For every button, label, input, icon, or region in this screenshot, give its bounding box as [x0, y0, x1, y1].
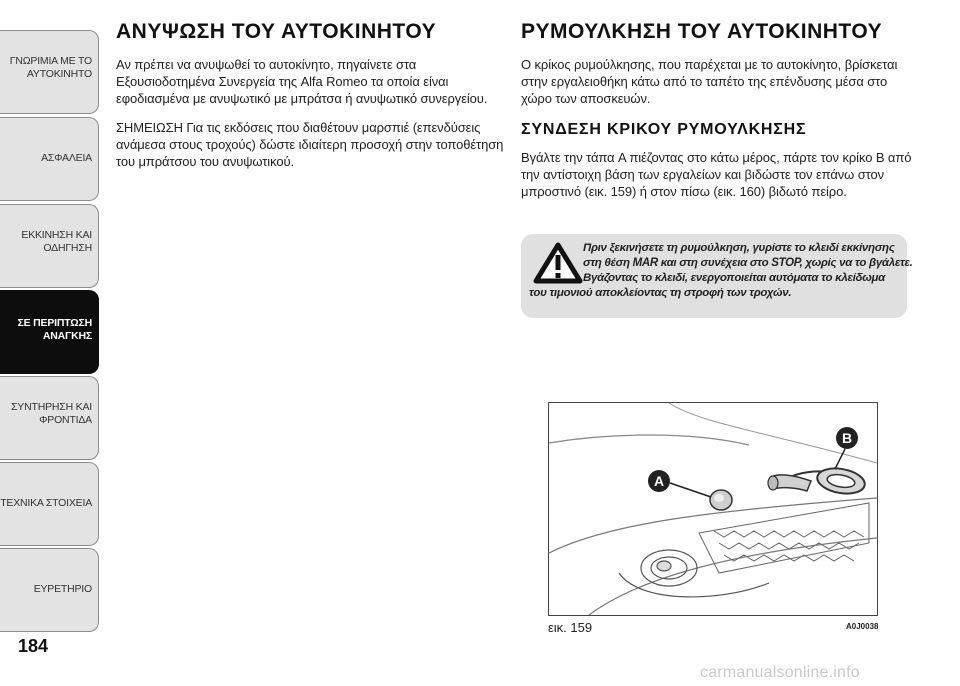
- figure-code: A0J0038: [846, 622, 879, 631]
- callout-a-label: A: [653, 473, 665, 489]
- tab-getting-to-know[interactable]: [0, 30, 99, 114]
- tab-emergency[interactable]: [0, 290, 99, 374]
- warning-line: του τιμονιού αποκλείοντας τη στροφή των τροχών.: [529, 287, 792, 299]
- tab-label: ΕΚΚΙΝΗΣΗ ΚΑΙ ΟΔΗΓΗΣΗ: [21, 229, 92, 254]
- page-number: 184: [18, 636, 49, 656]
- right-column: [521, 20, 921, 212]
- tab-safety[interactable]: [0, 117, 99, 201]
- towing-paragraph: Ο κρίκος ρυμούλκησης, που παρέχεται με το αυτοκίνητο, βρίσκεται στην εργαλειοθήκη κάτω από το ταπέτο της επένδυσης μέσα στο χώρο των αποσκευών.: [521, 57, 898, 106]
- figure-159: [548, 402, 878, 616]
- watermark: carmanualsonline.info: [700, 664, 860, 681]
- tab-label: ΓΝΩΡΙΜΙΑ ΜΕ ΤΟ ΑΥΤΟΚΙΝΗΤΟ: [9, 55, 92, 80]
- grille-mesh: [699, 503, 869, 573]
- left-column: [116, 20, 506, 182]
- tab-maintenance[interactable]: [0, 376, 99, 460]
- tow-ring-b: [768, 465, 867, 497]
- tab-label: ΣΥΝΤΗΡΗΣΗ ΚΑΙ ΦΡΟΝΤΙΔΑ: [11, 401, 92, 426]
- tab-label: ΣΕ ΠΕΡΙΠΤΩΣΗ ΑΝΑΓΚΗΣ: [17, 317, 92, 342]
- warning-line: στη θέση MAR και στη συνέχεια στο STOP, χωρίς να το βγάλετε.: [583, 257, 913, 269]
- tab-label: ΕΥΡΕΤΗΡΙΟ: [33, 583, 92, 595]
- tab-starting-driving[interactable]: [0, 204, 99, 288]
- tab-technical-data[interactable]: [0, 462, 99, 546]
- figure-caption: εικ. 159: [548, 620, 593, 635]
- lifting-note: ΣΗΜΕΙΩΣΗ Για τις εκδόσεις που διαθέτουν μαρσπιέ (επενδύσεις ανάμεσα στους τροχούς) δώστε ιδιαίτερη προσοχή στην τοποθέτηση του μπράτσου του ανυψωτικού.: [116, 120, 504, 169]
- warning-box: [521, 234, 913, 318]
- callout-b-label: B: [841, 430, 853, 446]
- tab-index[interactable]: [0, 548, 99, 632]
- subsection-title-tow-ring: ΣΥΝΔΕΣΗ ΚΡΙΚΟΥ ΡΥΜΟΥΛΚΗΣΗΣ: [521, 121, 807, 138]
- tow-ring-paragraph: Βγάλτε την τάπα A πιέζοντας στο κάτω μέρος, πάρτε τον κρίκο B από την αντίστοιχη βάση των εργαλείων και βιδώστε τον επάνω στον μπροστινό (εικ. 159) ή στον πίσω (εικ. 160) βιδωτό πείρο.: [521, 150, 912, 199]
- warning-line: Πριν ξεκινήσετε τη ρυμούλκηση, γυρίστε το κλειδί εκκίνησης: [583, 242, 895, 254]
- section-title-towing: ΡΥΜΟΥΛΚΗΣΗ ΤΟΥ ΑΥΤΟΚΙΝΗΤΟΥ: [521, 20, 883, 43]
- tow-ring-illustration: [549, 403, 877, 615]
- tab-label: ΤΕΧΝΙΚΑ ΣΤΟΙΧΕΙΑ: [0, 497, 92, 509]
- section-title-lifting: ΑΝΥΨΩΣΗ ΤΟΥ ΑΥΤΟΚΙΝΗΤΟΥ: [116, 20, 437, 43]
- warning-text: [529, 241, 913, 301]
- lifting-paragraph: Αν πρέπει να ανυψωθεί το αυτοκίνητο, πηγαίνετε στα Εξουσιοδοτημένα Συνεργεία της Alfa Romeo τα οποία είναι εφοδιασμένα με ανυψωτικό με μπράτσα ή ανυψωτικό συνεργείου.: [116, 57, 488, 106]
- warning-line: Βγάζοντας το κλειδί, ενεργοποιείται αυτόματα το κλείδωμα: [583, 272, 886, 284]
- tab-label: ΑΣΦΑΛΕΙΑ: [41, 152, 92, 164]
